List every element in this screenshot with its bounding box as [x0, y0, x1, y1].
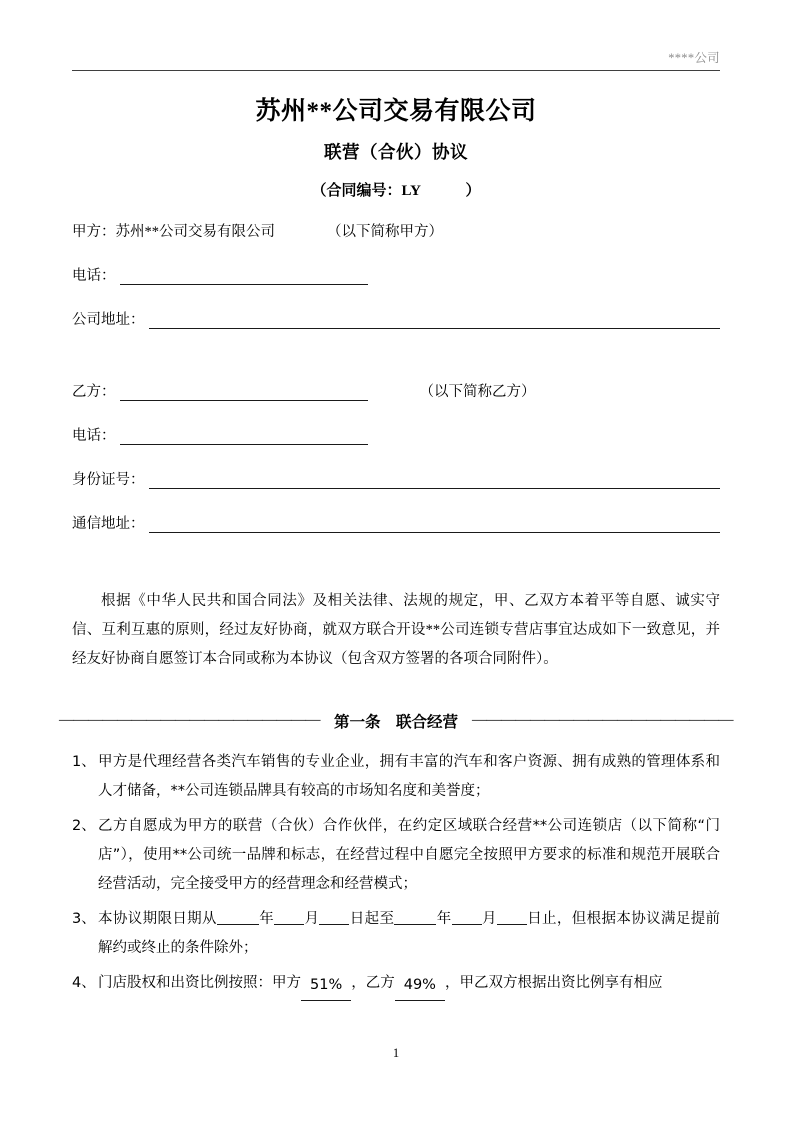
party-a-share-input[interactable]: 51%: [301, 971, 351, 1001]
party-a-address-row: [72, 311, 720, 329]
clause-text: 乙方自愿成为甲方的联营（合伙）合作伙伴，在约定区域联合经营**公司连锁店（以下简称“门店”），使用**公司统一品牌和标志，在经营过程中自愿完全按照甲方要求的标准和规范开展联合经营活动，完全接受甲方的经营理念和经营模式；: [98, 817, 720, 892]
clause-number: 1、: [72, 753, 96, 770]
clause-item-term: [72, 905, 720, 963]
article-heading: [59, 710, 734, 732]
preamble-spacer: [72, 559, 720, 587]
party-a-phone-input[interactable]: [120, 267, 368, 285]
contract-number-line: （合同编号：LY ）: [311, 183, 481, 199]
party-b-mail-label: 通信地址：: [72, 515, 145, 532]
page-footer: [72, 1046, 720, 1061]
start-day-input[interactable]: [319, 924, 349, 925]
preamble-paragraph: 根据《中华人民共和国合同法》及相关法律、法规的规定，甲、乙双方本着平等自愿、诚实守信、互利互惠的原则，经过友好协商，就双方联合开设**公司连锁专营店事宜达成如下一致意见，并经友好协商自愿签订本合同或称为本协议（包含双方签署的各项合同附件）。: [72, 592, 720, 667]
article-title: 第一条 联合经营: [334, 713, 459, 731]
heading-dashes-right: ——————————————————: [472, 712, 734, 729]
clause-text-equity: [98, 969, 720, 1001]
header-divider-rule: [72, 70, 720, 71]
start-month-input[interactable]: [274, 924, 304, 925]
party-b-phone-input[interactable]: [120, 427, 368, 445]
party-a-name-row: [72, 224, 720, 241]
end-month-input[interactable]: [452, 924, 482, 925]
document-subtitle: 联营（合伙）协议: [324, 142, 468, 163]
term-text-6: 月: [481, 910, 497, 927]
party-b-name-input[interactable]: [120, 383, 368, 401]
party-a-name: 苏州**公司交易有限公司: [115, 223, 275, 240]
party-b-mail-input[interactable]: [149, 515, 721, 533]
party-b-id-input[interactable]: [149, 471, 721, 489]
party-b-phone-row: [72, 427, 720, 445]
term-text-4: 日起至: [349, 910, 395, 927]
term-text-7: 日止，但根据本协议满足提前解约或终止的条件除外；: [98, 910, 721, 956]
party-a-note: （以下简称甲方）: [327, 223, 443, 240]
clause-item: [72, 812, 720, 899]
start-year-input[interactable]: [217, 924, 259, 925]
document-content: [59, 96, 734, 1007]
clause-number: 4、: [72, 974, 96, 991]
party-b-share-input[interactable]: 49%: [395, 971, 445, 1001]
end-day-input[interactable]: [497, 924, 527, 925]
clause-item-equity: [72, 969, 720, 1001]
page-header: [72, 52, 720, 80]
party-b-label: 乙方：: [72, 383, 116, 400]
header-company-mark: ****公司: [668, 51, 720, 65]
term-text-3: 月: [304, 910, 320, 927]
party-section-spacer: [72, 355, 720, 383]
party-a-address-input[interactable]: [149, 311, 721, 329]
party-b-id-row: [72, 471, 720, 489]
term-text-2: 年: [258, 910, 275, 927]
clause-number: 3、: [72, 910, 96, 927]
term-text-5: 年: [436, 910, 452, 927]
end-year-input[interactable]: [394, 924, 436, 925]
page-number: 1: [392, 1046, 400, 1060]
equity-text-3: ，甲乙双方根据出资比例享有相应: [444, 974, 663, 991]
clause-number: 2、: [72, 817, 96, 834]
party-b-mail-row: [72, 515, 720, 533]
term-text-1: 本协议期限日期从: [98, 910, 217, 927]
clause-item: [72, 748, 720, 806]
equity-text-1: 门店股权和出资比例按照：甲方: [98, 974, 301, 991]
clause-text-term: [98, 905, 720, 963]
equity-text-2: ，乙方: [351, 974, 395, 991]
page-title: 苏州**公司交易有限公司: [255, 98, 537, 125]
clause-text: 甲方是代理经营各类汽车销售的专业企业，拥有丰富的汽车和客户资源、拥有成熟的管理体系和人才储备，**公司连锁品牌具有较高的市场知名度和美誉度；: [98, 753, 720, 799]
party-b-phone-label: 电话：: [72, 427, 116, 444]
party-b-name-row: [72, 383, 720, 401]
party-a-phone-row: [72, 267, 720, 285]
party-a-phone-label: 电话：: [72, 267, 116, 284]
party-b-note: （以下简称乙方）: [419, 383, 536, 400]
heading-dashes-left: ——————————————————: [59, 712, 320, 729]
party-b-id-label: 身份证号：: [72, 471, 145, 488]
party-a-label: 甲方：: [72, 223, 116, 240]
party-a-address-label: 公司地址：: [72, 311, 145, 328]
